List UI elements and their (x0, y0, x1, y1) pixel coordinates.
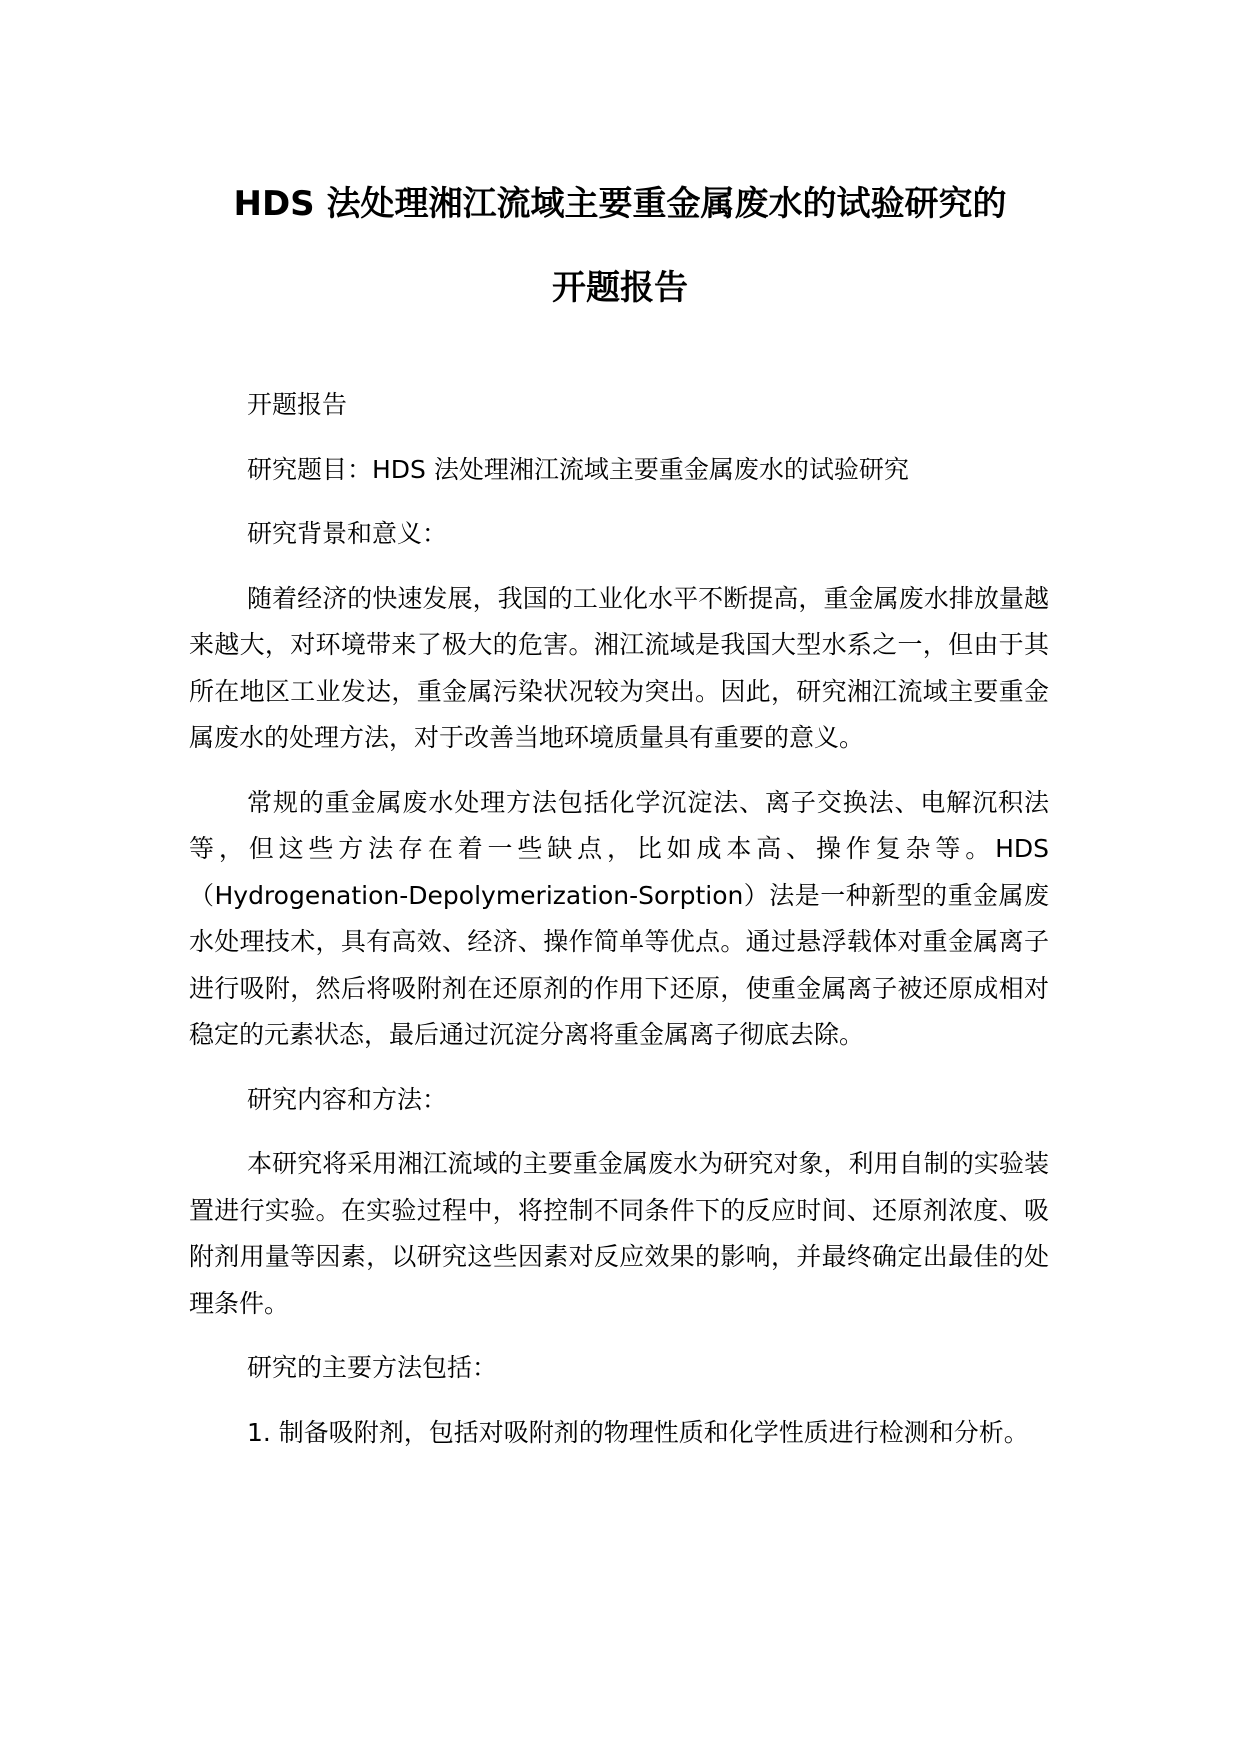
paragraph-background: 随着经济的快速发展，我国的工业化水平不断提高，重金属废水排放量越来越大，对环境带来了极大的危害。湘江流域是我国大型水系之一，但由于其所在地区工业发达，重金属污染状况较为突出。因此，研究湘江流域主要重金属废水的处理方法，对于改善当地环境质量具有重要的意义。 (189, 583, 1049, 752)
document-body (189, 382, 1049, 1474)
document-title-line-1: HDS 法处理湘江流域主要重金属废水的试验研究的 (233, 184, 1007, 224)
paragraph-background-heading: 研究背景和意义： (247, 519, 448, 548)
paragraph-main-methods-heading: 研究的主要方法包括： (247, 1353, 498, 1382)
paragraph-methods-overview: 常规的重金属废水处理方法包括化学沉淀法、离子交换法、电解沉积法等，但这些方法存在着一些缺点，比如成本高、操作复杂等。HDS（Hydrogenation-Depolymerization-Sorption）法是一种新型的重金属废水处理技术，具有高效、经济、操作简单等优点。通过悬浮载体对重金属离子进行吸附，然后将吸附剂在还原剂的作用下还原，使重金属离子被还原成相对稳定的元素状态，最后通过沉淀分离将重金属离子彻底去除。 (189, 787, 1049, 1049)
paragraph-report-label: 开题报告 (247, 390, 348, 419)
document-title-line-2: 开题报告 (552, 268, 688, 308)
paragraph-content: 本研究将采用湘江流域的主要重金属废水为研究对象，利用自制的实验装置进行实验。在实验过程中，将控制不同条件下的反应时间、还原剂浓度、吸附剂用量等因素，以研究这些因素对反应效果的影响，并最终确定出最佳的处理条件。 (189, 1149, 1049, 1318)
paragraph-content-heading: 研究内容和方法： (247, 1084, 448, 1114)
paragraph-method-item-1: 1. 制备吸附剂，包括对吸附剂的物理性质和化学性质进行检测和分析。 (247, 1417, 1029, 1447)
paragraph-research-topic: 研究题目：HDS 法处理湘江流域主要重金属废水的试验研究 (247, 454, 909, 484)
